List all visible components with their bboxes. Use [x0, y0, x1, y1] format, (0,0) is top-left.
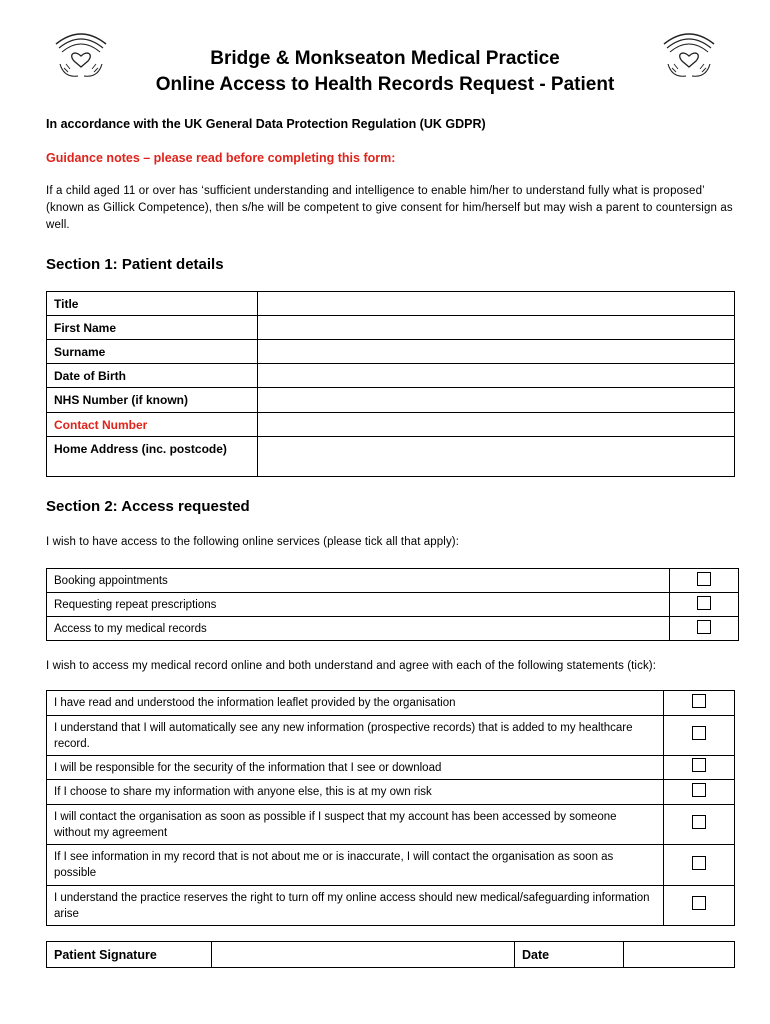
patient-details-table [46, 291, 735, 477]
repeat-prescriptions-checkbox-cell[interactable] [670, 593, 739, 617]
statement-checkbox-cell[interactable] [664, 716, 735, 756]
title-line-1: Bridge & Monkseaton Medical Practice [210, 48, 560, 69]
field-label: Title [47, 292, 258, 316]
date-of-birth-input[interactable] [258, 364, 735, 388]
section2-heading: Section 2: Access requested [46, 498, 250, 515]
guidance-text: If a child aged 11 or over has ‘sufficient understanding and intelligence to enable him/her to understand fully what is proposed’ (known as Gillick Competence), then s/he will be competent to give consent for him/herself but may wish a parent to countersign as well. [46, 185, 733, 231]
statement-text: I understand the practice reserves the right to turn off my online access should new medical/safeguarding information arise [47, 886, 664, 926]
table-row [47, 364, 735, 388]
guidance-heading: Guidance notes – please read before completing this form: [46, 151, 396, 165]
date-label: Date [515, 942, 624, 968]
booking-appointments-checkbox-cell[interactable] [670, 569, 739, 593]
date-input[interactable] [624, 942, 735, 968]
checkbox[interactable] [697, 572, 711, 586]
checkbox[interactable] [692, 758, 706, 772]
field-label: Surname [47, 340, 258, 364]
table-row [47, 292, 735, 316]
services-table [46, 568, 739, 641]
table-row [47, 780, 735, 805]
field-label: Home Address (inc. postcode) [47, 437, 258, 477]
page-title [0, 46, 770, 98]
table-row [47, 388, 735, 413]
table-row [47, 942, 735, 968]
statements-table [46, 690, 735, 926]
gdpr-statement: In accordance with the UK General Data Protection Regulation (UK GDPR) [46, 117, 486, 131]
section1-heading: Section 1: Patient details [46, 256, 224, 273]
home-address-input[interactable] [258, 437, 735, 477]
table-row [47, 845, 735, 886]
table-row [47, 316, 735, 340]
statement-text: I understand that I will automatically see any new information (prospective records) that is added to my healthcare record. [47, 716, 664, 756]
title-input[interactable] [258, 292, 735, 316]
table-row [47, 805, 735, 845]
checkbox[interactable] [692, 856, 706, 870]
statement-checkbox-cell[interactable] [664, 845, 735, 886]
table-row [47, 691, 735, 716]
field-label: NHS Number (if known) [47, 388, 258, 413]
statement-checkbox-cell[interactable] [664, 691, 735, 716]
table-row [47, 413, 735, 437]
checkbox[interactable] [692, 815, 706, 829]
medical-records-checkbox-cell[interactable] [670, 617, 739, 641]
statement-checkbox-cell[interactable] [664, 780, 735, 805]
service-label: Booking appointments [47, 569, 670, 593]
service-label: Access to my medical records [47, 617, 670, 641]
checkbox[interactable] [692, 783, 706, 797]
signature-table [46, 941, 735, 968]
field-label: Date of Birth [47, 364, 258, 388]
signature-input[interactable] [212, 942, 515, 968]
checkbox[interactable] [697, 596, 711, 610]
title-line-2: Online Access to Health Records Request - Patient [155, 74, 615, 95]
checkbox[interactable] [697, 620, 711, 634]
statement-checkbox-cell[interactable] [664, 756, 735, 780]
statement-text: I will contact the organisation as soon as possible if I suspect that my account has been accessed by someone without my agreement [47, 805, 664, 845]
first-name-input[interactable] [258, 316, 735, 340]
contact-number-input[interactable] [258, 413, 735, 437]
statement-text: If I choose to share my information with anyone else, this is at my own risk [47, 780, 664, 805]
service-label: Requesting repeat prescriptions [47, 593, 670, 617]
checkbox[interactable] [692, 896, 706, 910]
services-intro: I wish to have access to the following online services (please tick all that apply): [46, 536, 460, 548]
statement-text: I will be responsible for the security of the information that I see or download [47, 756, 664, 780]
field-label: First Name [47, 316, 258, 340]
statement-checkbox-cell[interactable] [664, 805, 735, 845]
field-label: Contact Number [47, 413, 258, 437]
table-row [47, 569, 739, 593]
table-row [47, 886, 735, 926]
table-row [47, 756, 735, 780]
signature-label: Patient Signature [47, 942, 212, 968]
table-row [47, 716, 735, 756]
table-row [47, 617, 739, 641]
checkbox[interactable] [692, 694, 706, 708]
table-row [47, 593, 739, 617]
table-row [47, 340, 735, 364]
statement-checkbox-cell[interactable] [664, 886, 735, 926]
nhs-number-input[interactable] [258, 388, 735, 413]
surname-input[interactable] [258, 340, 735, 364]
checkbox[interactable] [692, 726, 706, 740]
table-row [47, 437, 735, 477]
statements-intro: I wish to access my medical record online and both understand and agree with each of the following statements (tick): [46, 660, 657, 672]
statement-text: I have read and understood the information leaflet provided by the organisation [47, 691, 664, 716]
statement-text: If I see information in my record that is not about me or is inaccurate, I will contact the organisation as soon as possible [47, 845, 664, 886]
